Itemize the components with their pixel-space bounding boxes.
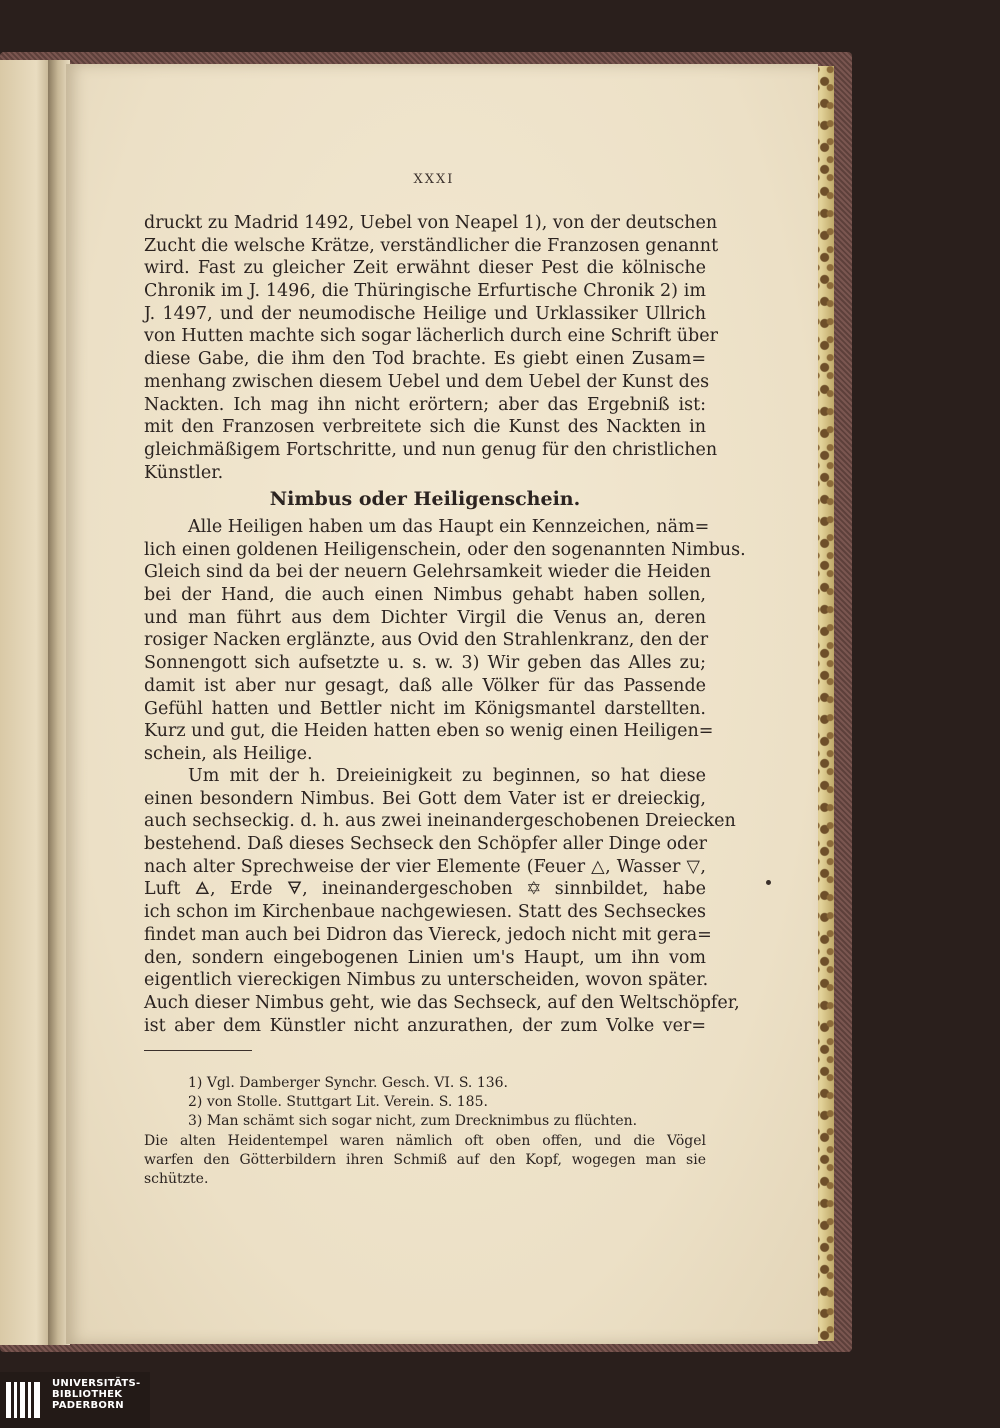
footnote-line: 3) Man schämt sich sogar nicht, zum Drecknimbus zu flüchten. [188,1113,638,1130]
previous-page-edge [0,60,52,1345]
text-line: nach alter Sprechweise der vier Elemente (Feuer △, Wasser ▽, [144,856,706,877]
library-logo-icon [4,1378,44,1422]
logo-line-2: BIBLIOTHEK [52,1389,123,1400]
footnote-line: 2) von Stolle. Stuttgart Lit. Verein. S. 185. [188,1094,488,1111]
text-line: Luft 🜁, Erde 🜃, ineinandergeschoben ✡ sinnbildet, habe [144,879,706,900]
text-line: wird. Fast zu gleicher Zeit erwähnt dieser Pest die kölnische [144,258,706,279]
text-line: schein, als Heilige. [144,743,313,764]
text-line: druckt zu Madrid 1492, Uebel von Neapel 1), von der deutschen [144,213,718,233]
text-line: gleichmäßigem Fortschritte, und nun genug für den christlichen [144,439,718,460]
footnote-line: schützte. [144,1170,209,1187]
text-line: von Hutten machte sich sogar lächerlich durch eine Schrift über [144,326,718,347]
text-line: Um mit der h. Dreieinigkeit zu beginnen, so hat diese [188,766,706,786]
text-line: Sonnengott sich aufsetzte u. s. w. 3) Wir geben das Alles zu; [144,653,706,674]
text-line: und man führt aus dem Dichter Virgil die Venus an, deren [144,607,706,628]
footnote-line: Die alten Heidentempel waren nämlich oft oben offen, und die Vögel [144,1132,706,1149]
footnote-line: 1) Vgl. Damberger Synchr. Gesch. VI. S. 136. [188,1075,508,1091]
text-line: ich schon im Kirchenbaue nachgewiesen. Statt des Sechseckes [144,902,706,923]
text-line: Alle Heiligen haben um das Haupt ein Kennzeichen, näm= [188,517,710,537]
text-line: Gleich sind da bei der neuern Gelehrsamkeit wieder die Heiden [144,562,711,583]
text-line: Nackten. Ich mag ihn nicht erörtern; aber das Ergebniß ist: [144,394,706,415]
text-line: J. 1497, und der neumodische Heilige und Urklassiker Ullrich [144,303,706,324]
text-line: findet man auch bei Didron das Viereck, jedoch nicht mit gera= [144,924,712,945]
text-line: Kurz und gut, die Heiden hatten eben so wenig einen Heiligen= [144,721,714,742]
text-line: auch sechseckig. d. h. aus zwei ineinandergeschobenen Dreiecken [144,811,736,832]
text-line: mit den Franzosen verbreitete sich die Kunst des Nackten in [144,417,706,438]
text-line: Zucht die welsche Krätze, verständlicher die Franzosen genannt [144,235,719,256]
text-line: Gefühl hatten und Bettler nicht im Königsmantel darstellten. [144,698,706,719]
text-line: menhang zwischen diesem Uebel und dem Uebel der Kunst des [144,371,710,392]
text-line: rosiger Nacken erglänzte, aus Ovid den Strahlenkranz, den der [144,630,709,651]
footnote-rule [144,1050,252,1051]
library-logo [0,1372,150,1428]
page-number: XXXI [413,172,455,187]
text-line: ist aber dem Künstler nicht anzurathen, der zum Volke ver= [144,1015,706,1036]
text-line: einen besondern Nimbus. Bei Gott dem Vater ist er dreieckig, [144,788,706,809]
footnotes [144,1074,706,1189]
ink-speck [766,880,771,885]
paragraph-2 [144,516,746,766]
text-line: eigentlich viereckigen Nimbus zu unterscheiden, wovon später. [144,970,709,991]
paragraph-3 [144,765,740,1037]
text-line: Auch dieser Nimbus geht, wie das Sechseck, auf den Weltschöpfer, [144,992,740,1013]
text-line: damit ist aber nur gesagt, daß alle Völker für das Passende [144,675,706,696]
text-line: bestehend. Daß dieses Sechseck den Schöpfer aller Dinge oder [144,834,707,855]
text-line: diese Gabe, die ihm den Tod brachte. Es giebt einen Zusam= [144,349,706,370]
section-heading: Nimbus oder Heiligenschein. [269,488,581,510]
paragraph-1 [144,212,719,484]
footnote-line: warfen den Götterbildern ihren Schmiß auf den Kopf, wogegen man sie [144,1151,706,1168]
text-line: den, sondern eingebogenen Linien um's Haupt, um ihn vom [144,947,706,968]
logo-line-3: PADERBORN [52,1400,124,1411]
text-line: bei der Hand, die auch einen Nimbus gehabt haben sollen, [144,585,706,606]
text-line: Künstler. [144,462,224,483]
text-line: Chronik im J. 1496, die Thüringische Erfurtische Chronik 2) im [144,281,706,302]
logo-line-1: UNIVERSITÄTS- [52,1378,141,1389]
text-line: lich einen goldenen Heiligenschein, oder den sogenannten Nimbus. [144,539,746,560]
